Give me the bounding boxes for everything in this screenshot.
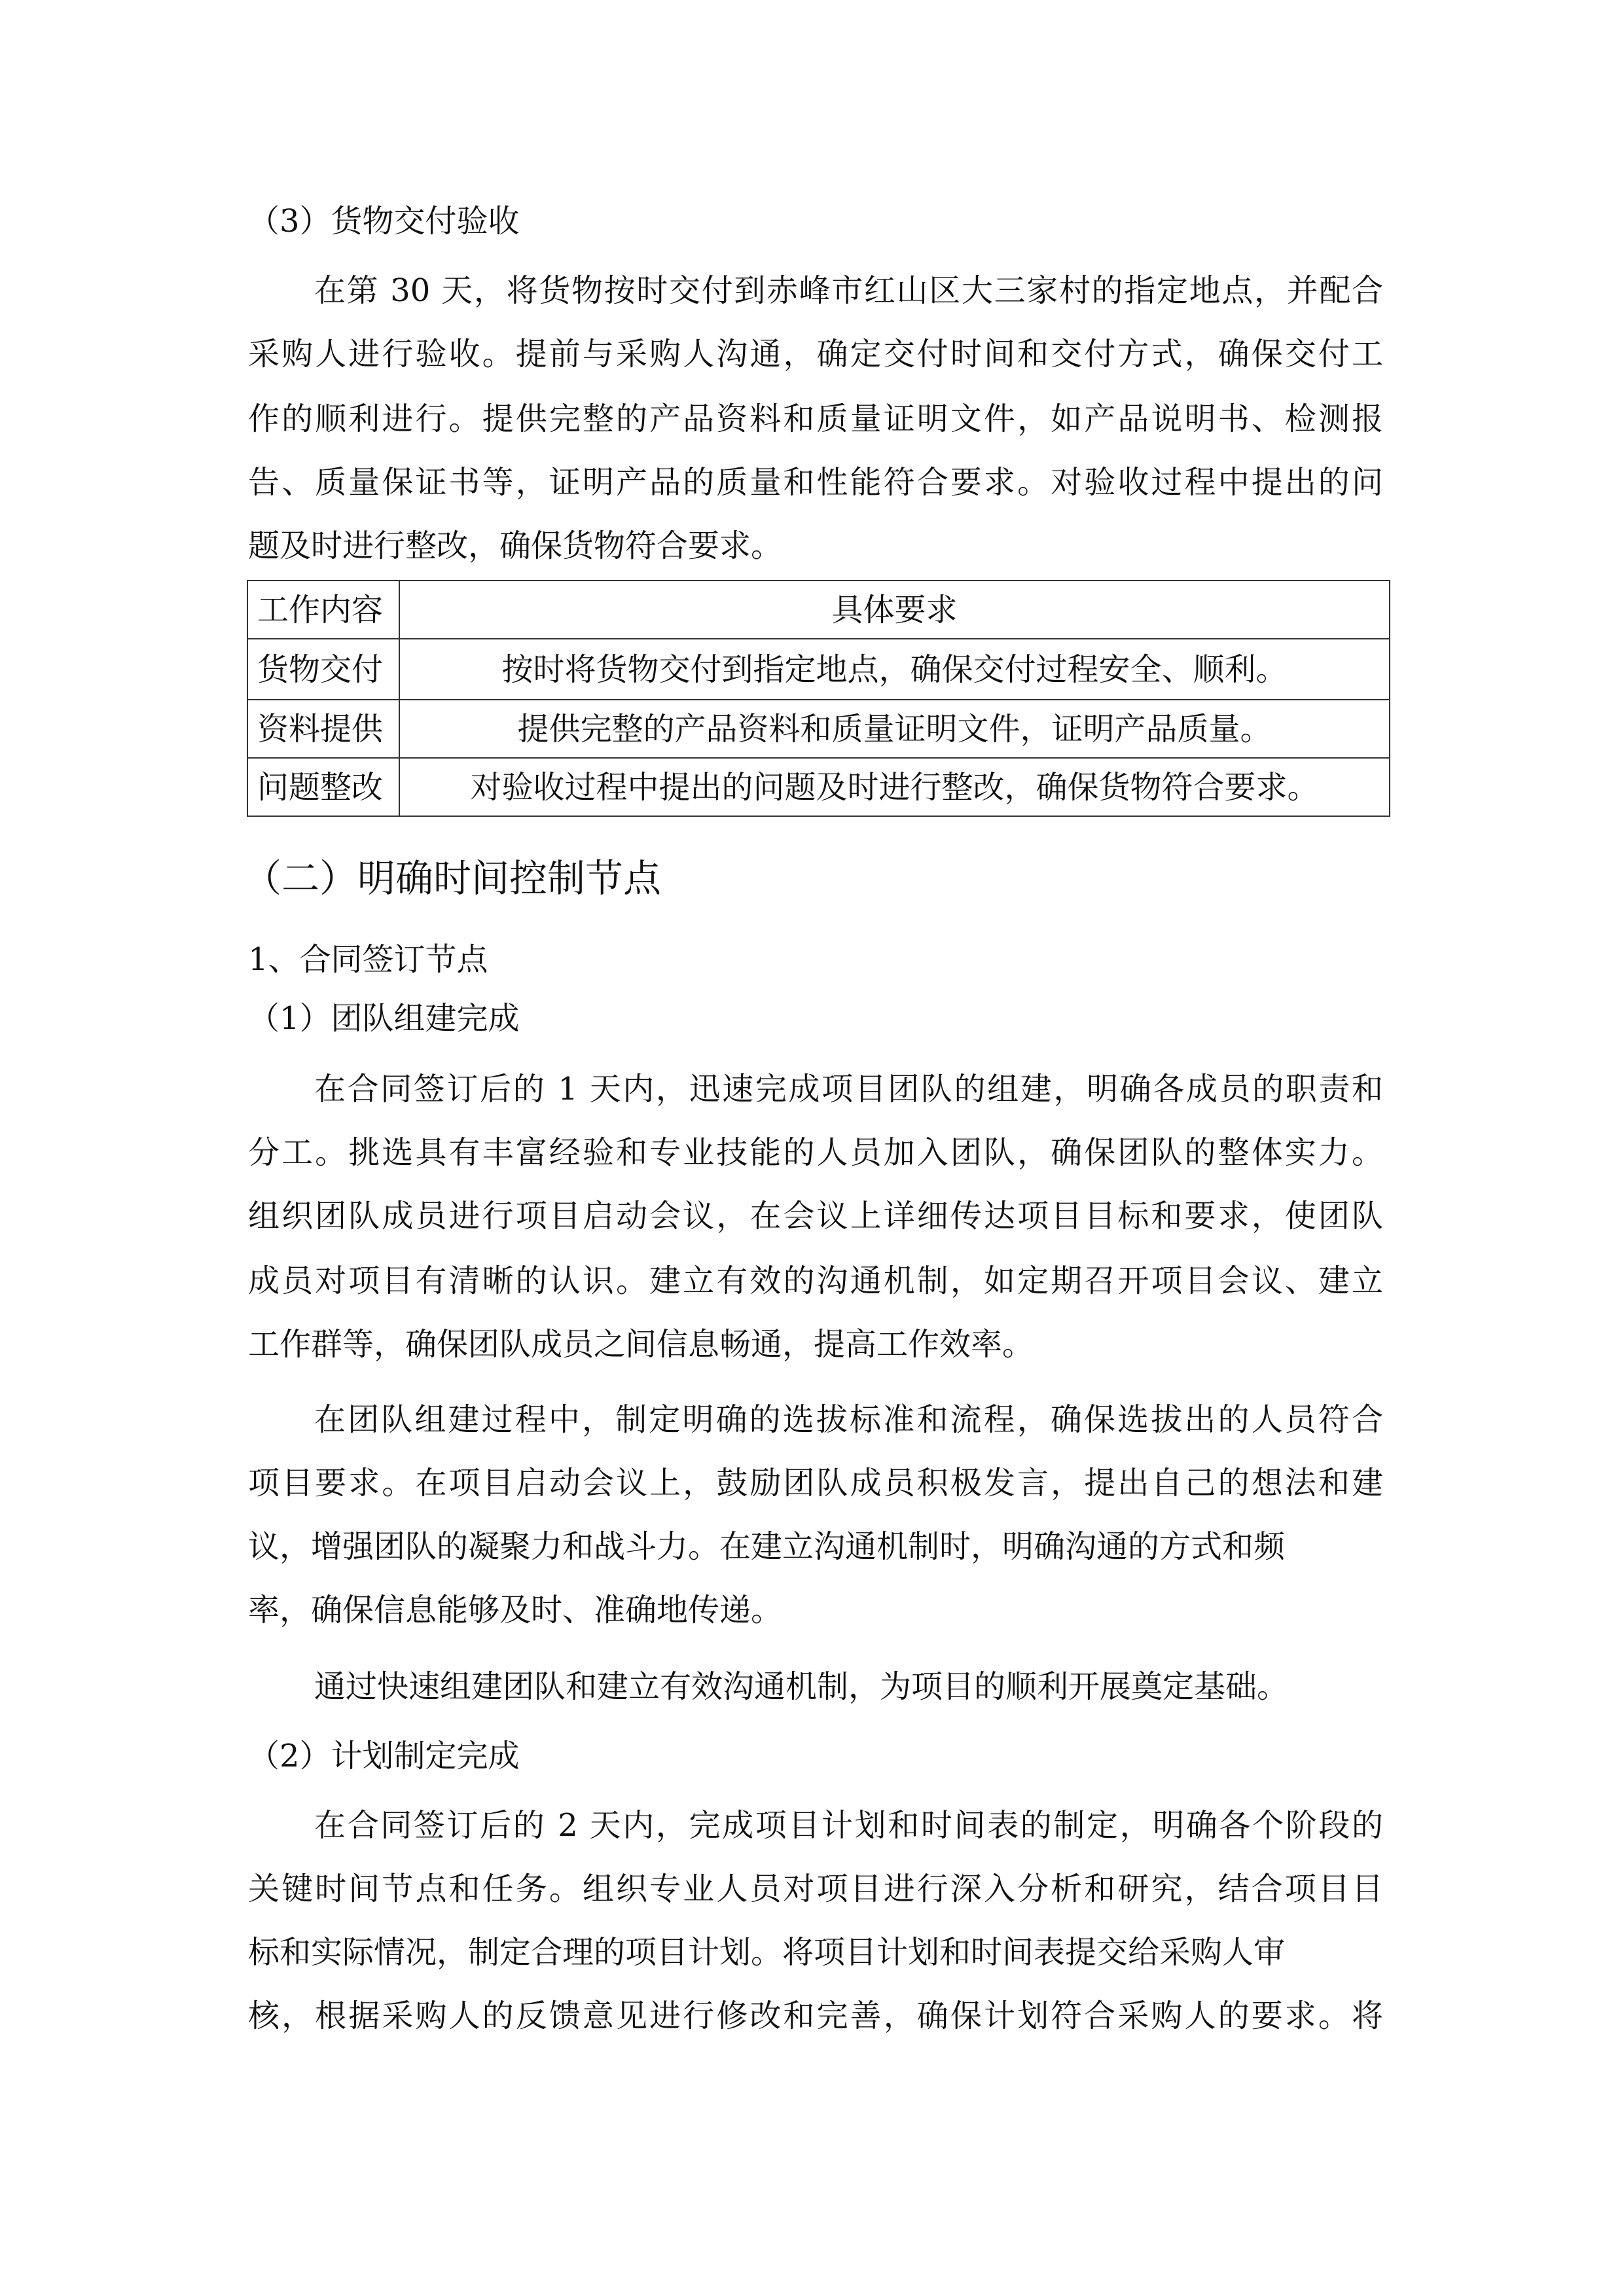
paragraph-line: 在第 30 天，将货物按时交付到赤峰市红山区大三家村的指定地点，并配合: [314, 272, 1383, 309]
item-1-heading: （1）团队组建完成: [248, 1000, 520, 1037]
item-2-heading: （2）计划制定完成: [248, 1738, 520, 1774]
table-cell: 对验收过程中提出的问题及时进行整改，确保货物符合要求。: [399, 758, 1390, 816]
paragraph-line: 议，增强团队的凝聚力和战斗力。在建立沟通机制时，明确沟通的方式和频: [248, 1528, 1286, 1565]
paragraph-line: 成员对项目有清晰的认识。建立有效的沟通机制，如定期召开项目会议、建立: [248, 1263, 1383, 1299]
paragraph-line: 通过快速组建团队和建立有效沟通机制，为项目的顺利开展奠定基础。: [314, 1668, 1289, 1705]
table-row: [247, 700, 1390, 758]
paragraph-line: 项目要求。在项目启动会议上，鼓励团队成员积极发言，提出自己的想法和建: [248, 1465, 1383, 1501]
paragraph-line: 组织团队成员进行项目启动会议，在会议上详细传达项目目标和要求，使团队: [248, 1198, 1383, 1234]
paragraph-line: 在合同签订后的 2 天内，完成项目计划和时间表的制定，明确各个阶段的: [314, 1807, 1383, 1844]
delivery-table: [247, 580, 1390, 817]
section-heading: （二）明确时间控制节点: [244, 856, 662, 901]
table-cell: 货物交付: [247, 639, 399, 700]
paragraph-line: 采购人进行验收。提前与采购人沟通，确定交付时间和交付方式，确保交付工: [248, 336, 1383, 372]
paragraph-line: 标和实际情况，制定合理的项目计划。将项目计划和时间表提交给采购人审: [248, 1934, 1286, 1971]
table-cell: 资料提供: [247, 700, 399, 758]
table-cell: 问题整改: [247, 758, 399, 816]
paragraph-line: 核，根据采购人的反馈意见进行修改和完善，确保计划符合采购人的要求。将: [248, 1998, 1383, 2034]
paragraph-line: 题及时进行整改，确保货物符合要求。: [248, 528, 783, 564]
paragraph-line: 告、质量保证书等，证明产品的质量和性能符合要求。对验收过程中提出的问: [248, 464, 1383, 501]
table-row: [247, 758, 1390, 816]
paragraph-line: 工作群等，确保团队成员之间信息畅通，提高工作效率。: [248, 1326, 1034, 1363]
paragraph-line: 在合同签订后的 1 天内，迅速完成项目团队的组建，明确各成员的职责和: [314, 1071, 1383, 1107]
paragraph-line: 率，确保信息能够及时、准确地传递。: [248, 1592, 783, 1628]
section-3-heading: （3）货物交付验收: [248, 203, 520, 240]
paragraph-line: 关键时间节点和任务。组织专业人员对项目进行深入分析和研究，结合项目目: [248, 1871, 1383, 1907]
table-header-cell: 具体要求: [399, 581, 1390, 639]
table-row: [247, 639, 1390, 700]
table-header-row: [247, 581, 1390, 639]
table-cell: 按时将货物交付到指定地点，确保交付过程安全、顺利。: [399, 639, 1390, 700]
paragraph-line: 分工。挑选具有丰富经验和专业技能的人员加入团队，确保团队的整体实力。: [248, 1134, 1383, 1171]
paragraph-line: 作的顺利进行。提供完整的产品资料和质量证明文件，如产品说明书、检测报: [248, 401, 1383, 437]
table-header-cell: 工作内容: [247, 581, 399, 639]
table-cell: 提供完整的产品资料和质量证明文件，证明产品质量。: [399, 700, 1390, 758]
subsection-heading: 1、合同签订节点: [248, 941, 488, 978]
paragraph-line: 在团队组建过程中，制定明确的选拔标准和流程，确保选拔出的人员符合: [314, 1401, 1383, 1438]
